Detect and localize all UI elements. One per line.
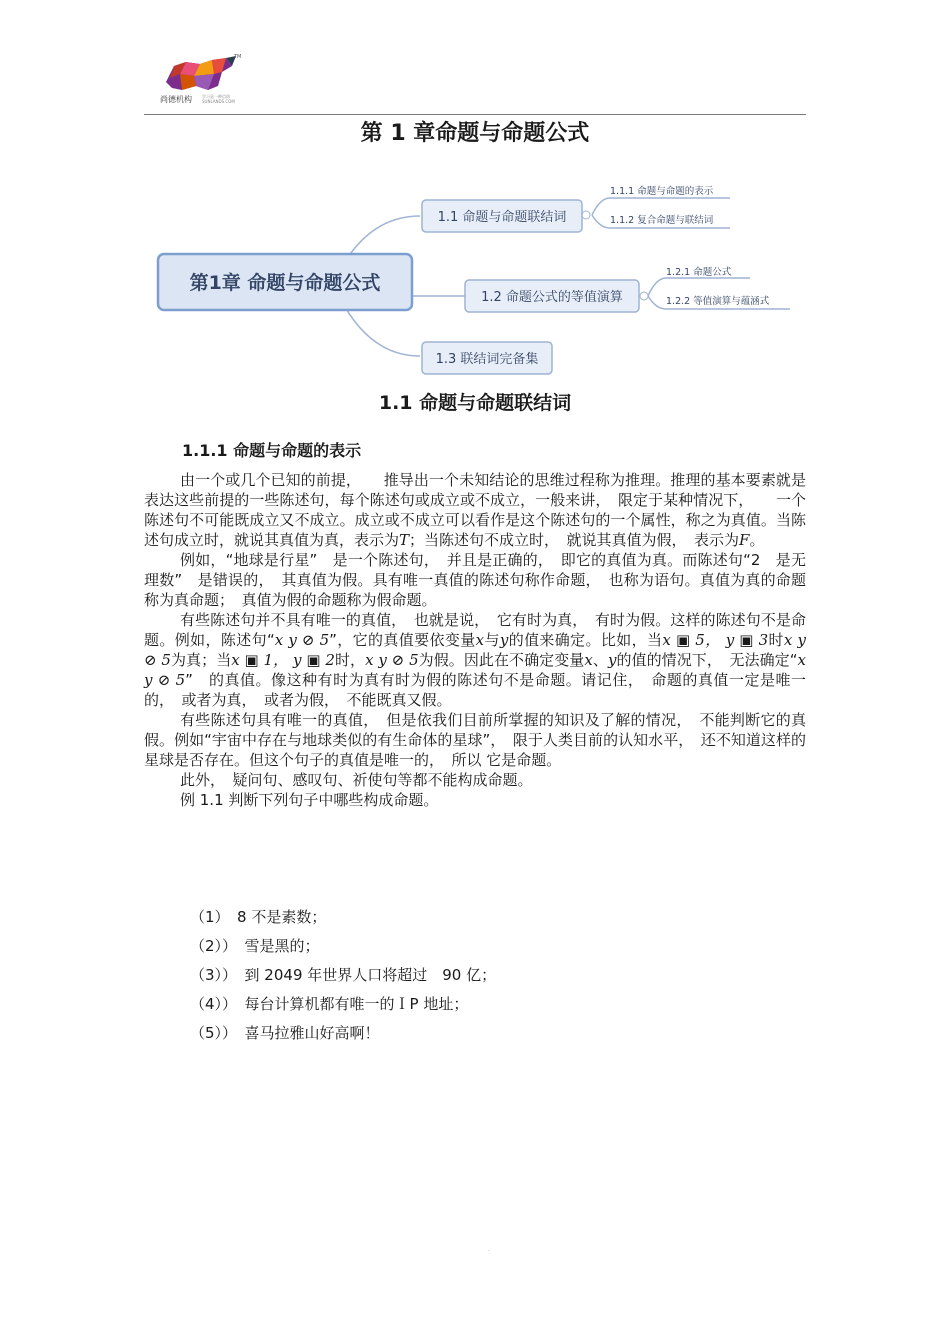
example-list	[190, 903, 496, 1048]
p3-text-h: 的值的情况下， 无法确定“	[616, 651, 798, 669]
mindmap-root-label: 第1章 命题与命题公式	[189, 272, 381, 294]
sunlands-logo	[160, 56, 248, 108]
mindmap-node-2-label: 1.2 命题公式的等值演算	[481, 290, 623, 305]
paragraph-2: 例如，“地球是行星” 是一个陈述句， 并且是正确的， 即它的真值为真。而陈述句“2 是无理数” 是错误的， 其真值为假。具有唯一真值的陈述句称作命题， 也称为语句。真值为真的命题称为真命题； 真值为假的命题称为假命题。	[144, 551, 806, 609]
trademark-mark: TM	[234, 54, 242, 60]
chapter-mindmap	[140, 178, 820, 378]
logo-slogan-text: 学习是一种信仰	[202, 94, 230, 99]
p1-text-c: 。	[749, 531, 765, 549]
p3-text-e: 为真；当	[170, 651, 232, 669]
logo-name: 尚德机构	[160, 95, 192, 104]
var-y: y	[499, 631, 509, 649]
var-y-2: y	[607, 651, 617, 669]
header-rule	[144, 114, 806, 115]
section-title: 1.1 命题与命题联结词	[378, 392, 572, 414]
chapter-title: 第 1 章命题与命题公式	[360, 121, 590, 146]
p3-and: 与	[484, 631, 500, 649]
list-item: （5）） 喜马拉雅山好高啊！	[190, 1024, 380, 1042]
math-expr-5: x y ⊘ 5	[365, 651, 419, 669]
footer-mark: .	[488, 1246, 490, 1253]
math-expr-4: x ▣ 1， y ▣ 2	[231, 651, 335, 669]
p3-text-i: ” 的真值。像这种有时为真有时为假的陈述句不是命题。请记住， 命题的真值一定是唯一的， 或者为真， 或者为假， 不能既真又假。	[144, 671, 806, 709]
symbol-F: F	[739, 531, 750, 549]
p3-sep: 、	[592, 651, 608, 669]
p3-text-d: 时	[768, 631, 784, 649]
subsection-title: 1.1.1 命题与命题的表示	[182, 441, 362, 460]
paragraph-3	[144, 610, 806, 710]
mindmap-node-1-label: 1.1 命题与命题联结词	[437, 210, 567, 225]
var-x: x	[475, 631, 485, 649]
mindmap-leaf-1-1: 1.1.1 命题与命题的表示	[610, 186, 714, 197]
list-item: （1） 8 不是素数；	[190, 908, 327, 926]
mindmap-leaf-2-2: 1.2.2 等值演算与蕴涵式	[666, 296, 770, 307]
math-expr-2: x ▣ 5， y ▣ 3	[662, 631, 769, 649]
list-item: （3）） 到 2049 年世界人口将超过 90 亿；	[190, 966, 497, 984]
paragraph-4: 有些陈述句具有唯一的真值， 但是依我们目前所掌握的知识及了解的情况， 不能判断它的真假。例如“宇宙中存在与地球类似的有生命体的星球”， 限于人类目前的认知水平， 还不知道这样的星球是否存在。但这个句子的真值是唯一的， 所以 它是命题。	[144, 711, 806, 769]
logo-slogan	[202, 94, 235, 104]
list-item: （4）） 每台计算机都有唯一的ＩP 地址；	[190, 995, 469, 1013]
p3-text-g: 为假。因此在不确定变量	[418, 651, 585, 669]
collapse-node-2	[640, 292, 648, 300]
math-expr-3: x y ⊘ 5	[144, 631, 806, 669]
p3-text-a: 有些陈述句并不具有唯一的真值， 也就是说， 它有时为真， 有时为假。这样的陈述句不是命题。例如，陈述句“	[144, 611, 806, 649]
bull-logo-icon	[160, 56, 240, 96]
mindmap-leaf-2-1: 1.2.1 命题公式	[666, 267, 732, 278]
leaf-connector-2-1	[648, 278, 750, 296]
mindmap-leaf-1-2: 1.1.2 复合命题与联结词	[610, 215, 714, 226]
paragraph-6: 例 1.1 判断下列句子中哪些构成命题。	[180, 791, 439, 809]
logo-url-text: SUNLANDS.COM	[202, 99, 235, 104]
math-expr-1: x y ⊘ 5	[274, 631, 330, 649]
symbol-T: T	[399, 531, 410, 549]
p3-text-b: ”，它的真值要依变量	[329, 631, 476, 649]
paragraph-5: 此外， 疑问句、感叹句、祈使句等都不能构成命题。	[180, 771, 533, 789]
body-text	[144, 470, 806, 810]
list-item: （2）） 雪是黑的；	[190, 937, 320, 955]
p3-text-f: 时，	[334, 651, 366, 669]
collapse-node-1	[582, 211, 590, 219]
p1-text-b: ；当陈述句不成立时， 就说其真值为假， 表示为	[409, 531, 740, 549]
math-expr-6: x y ⊘ 5	[144, 651, 806, 689]
leaf-connector-1-1	[592, 198, 730, 215]
paragraph-1	[144, 470, 806, 550]
mindmap-node-3-label: 1.3 联结词完备集	[435, 352, 539, 367]
p1-text-a: 由一个或几个已知的前提， 推导出一个未知结论的思维过程称为推理。推理的基本要素就是表达这些前提的一些陈述句，每个陈述句或成立或不成立，一般来讲， 限定于某种情况下， 一个陈述句不可能既成立又不成立。成立或不成立可以看作是这个陈述句的一个属性，称之为真值。当陈述句成立时，就说其真值为真，表示为	[144, 471, 806, 549]
p3-text-c: 的值来确定。比如，当	[508, 631, 663, 649]
var-x-2: x	[584, 651, 593, 669]
